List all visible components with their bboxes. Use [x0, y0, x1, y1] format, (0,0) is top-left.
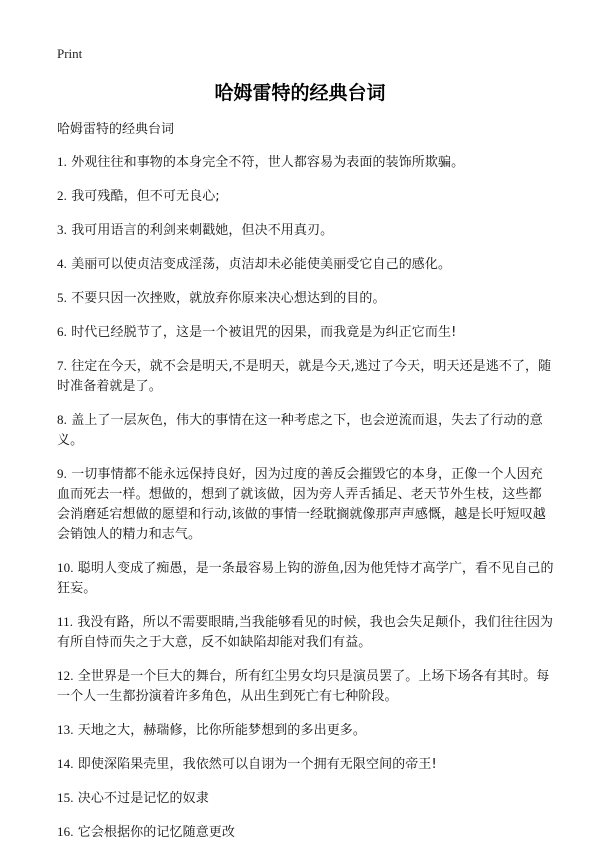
quote-text: 我没有路，所以不需要眼睛,当我能够看见的时候，我也会失足颠仆，我们往往因为有所自恃而失之于大意，反不如缺陷却能对我们有益。	[57, 615, 554, 650]
quote-number: 11.	[57, 614, 74, 629]
print-link[interactable]: Print	[57, 46, 83, 61]
quote-number: 12.	[57, 668, 74, 683]
quote-item	[57, 612, 554, 653]
quote-text: 决心不过是记忆的奴隶	[77, 791, 209, 806]
quote-number: 2.	[57, 188, 67, 203]
quote-number: 8.	[57, 412, 67, 427]
quote-item	[57, 720, 554, 741]
quote-item	[57, 410, 554, 451]
quote-text: 不要只因一次挫败，就放弃你原来决心想达到的目的。	[71, 291, 386, 306]
quote-text: 外观往往和事物的本身完全不符，世人都容易为表面的装饰所欺骗。	[71, 155, 465, 170]
quote-item	[57, 186, 554, 207]
quote-text: 时代已经脱节了，这是一个被诅咒的因果，而我竟是为纠正它而生!	[71, 325, 457, 340]
quote-item	[57, 220, 554, 241]
page-title: 哈姆雷特的经典台词	[214, 82, 386, 104]
quote-number: 10.	[57, 560, 74, 575]
quote-number: 15.	[57, 790, 74, 805]
quote-number: 5.	[57, 290, 67, 305]
quote-item	[57, 322, 554, 343]
quote-item	[57, 464, 554, 545]
quote-text: 它会根据你的记忆随意更改	[77, 825, 235, 840]
quote-number: 16.	[57, 824, 74, 839]
quote-number: 6.	[57, 324, 67, 339]
quote-text: 往定在今天，就不会是明天,不是明天，就是今天,逃过了今天，明天还是逃不了，随时准备着就是了。	[57, 359, 552, 394]
quote-item	[57, 666, 554, 707]
quote-text: 我可用语言的利剑来刺戳她，但决不用真刃。	[71, 223, 334, 238]
quote-number: 14.	[57, 756, 74, 771]
section-heading: 哈姆雷特的经典台词	[57, 122, 175, 137]
quote-text: 美丽可以使贞洁变成淫荡，贞洁却未必能使美丽受它自己的感化。	[71, 257, 452, 272]
quote-item	[57, 788, 554, 809]
quote-text: 即使深陷果壳里，我依然可以自诩为一个拥有无限空间的帝王!	[77, 757, 437, 772]
quote-item	[57, 822, 554, 843]
quote-text: 盖上了一层灰色，伟大的事情在这一种考虑之下，也会逆流而退，失去了行动的意义。	[57, 413, 543, 448]
quote-text: 聪明人变成了痴愚，是一条最容易上钩的游鱼,因为他凭恃才高学广，看不见自己的狂妄。	[57, 561, 554, 596]
quote-text: 全世界是一个巨大的舞台，所有红尘男女均只是演员罢了。上场下场各有其时。每一个人一生都扮演着许多角色，从出生到死亡有七种阶段。	[57, 669, 550, 704]
quote-number: 13.	[57, 722, 74, 737]
quote-number: 7.	[57, 358, 67, 373]
quote-text: 我可残酷，但不可无良心;	[71, 189, 220, 204]
quote-text: 天地之大，赫瑞修，比你所能梦想到的多出更多。	[77, 723, 366, 738]
quote-item	[57, 288, 554, 309]
quote-number: 9.	[57, 466, 67, 481]
quote-number: 3.	[57, 222, 67, 237]
quote-item	[57, 356, 554, 397]
quote-text: 一切事情都不能永远保持良好，因为过度的善反会摧毁它的本身，正像一个人因充血而死去一样。想做的，想到了就该做，因为旁人弄舌插足、老天节外生枝，这些都会消磨延宕想做的愿望和行动,该做的事情一经耽搁就像那声声感慨，越是长吁短叹越会销蚀人的精力和志气。	[57, 467, 546, 542]
quote-item	[57, 558, 554, 599]
quote-list	[57, 152, 554, 856]
quote-number: 4.	[57, 256, 67, 271]
quote-number: 1.	[57, 154, 67, 169]
quote-item	[57, 754, 554, 775]
quote-item	[57, 152, 554, 173]
quote-item	[57, 254, 554, 275]
